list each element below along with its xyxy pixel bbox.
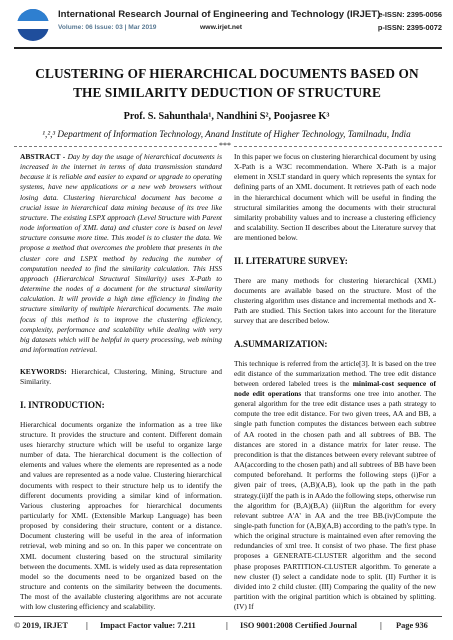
e-issn: e-ISSN: 2395-0056: [378, 10, 442, 19]
journal-name: International Research Journal of Engineering and Technology (IRJET): [58, 9, 381, 20]
abstract-text: Day by day the usage of hierarchical documents is increased in the internet in terms of data transmission standard because it is reliable and easier to expand or upgrade to operating systems, have new applications or a new web browsers without losing data. Clustering hierarchical document has become a crucial issue in hierarchical data mining because of its tree like structure. The existing LSPX approach (Level Structure with Parent node information of XML data) and cluster core is based on level structure consume more time. This model is to cluster the data. We propose a method that overcomes the problem that presents in the cluster core and LSPX method by reducing the number of computation needed to find the similarity calculation. This HSS approach (Hierarchical Structural Similarity) uses X-Path to determine the nodes of a document for the structural similarity calculation. It will provide a high time efficiency in finding the structure similarity of multiple hierarchical documents. The main focus of this method is to improve the clustering efficiency, complexity, performance and scalability while dealing with very big datasets which will be helpful in query processing, web mining and information retrieval.: [20, 152, 222, 354]
footer-iso: ISO 9001:2008 Certified Journal: [240, 621, 358, 630]
footer-separator-1: |: [86, 621, 88, 630]
summarization-text: [234, 359, 436, 613]
summarization-text-2: that transforms one tree into another. The general algorithm for the tree edit distance uses a path strategy to compute the tree edit distance. For two given trees, AA and BB, a single path function computes the distances between each subtree of AA rooted in the chosen path and all subtrees of BB. The distances are stored in a distance matrix for later reuse. The precondition is that the distances between every relevant subtree of AA(according to the chosen path) and all subtrees of BB have been computed beforehand. It performs the following steps (i)For a given pair of trees, (A,B)(A,B), look up the path in the path strategy.(ii)If the path is in AAdo the following steps, otherwise run the algorithm for (B,A)(B,A) (iii)Run the algorithm for every relevant subtree A'A' in AA and the tree BB.(iv)Compute the single-path function for (A,B)(A,B) according to the path's type. In which the original structure is maintained even after removing the redundancies of xml tree. It consist of two phase. The first phase proposes a GENERATE-CLUSTER algorithm and the second phase proposes PARTITION-CLUSTER algorithm. To generate a new cluster (I) select a candidate node to split. (II) Further it is divided into 2 child cluster. (III) Comparing the quality of the new partition with the original partition which is obtained by splitting. (IV) If: [234, 388, 436, 612]
keywords-text: Hierarchical, Clustering, Mining, Structure and Similarity.: [20, 367, 223, 387]
journal-header: [14, 6, 442, 46]
intro-heading: I. INTRODUCTION:: [20, 400, 105, 411]
header-rule: [14, 47, 442, 49]
divider-mark: ***: [219, 141, 231, 150]
footer-impact-factor: Impact Factor value: 7.211: [100, 621, 196, 630]
footer-page-number: Page 936: [396, 621, 428, 630]
affiliation: ¹,²,³ Department of Information Technology, Anand Institute of Higher Technology, Tamilnadu, India: [42, 129, 411, 139]
paper-title: CLUSTERING OF HIERARCHICAL DOCUMENTS BASED ON THE SIMILARITY DEDUCTION OF STRUCTURE: [35, 66, 419, 100]
footer-rule: [14, 616, 442, 617]
irjet-logo: [14, 8, 52, 42]
summarization-heading: A.SUMMARIZATION:: [234, 339, 328, 350]
footer-separator-3: |: [380, 621, 382, 630]
right-column: [234, 152, 436, 612]
footer-copyright: © 2019, IRJET: [14, 621, 68, 630]
footer-separator-2: |: [226, 621, 228, 630]
intro-paragraph: Hierarchical documents organize the information as a tree like structure. It provides the structure and content. Different domain uses hierarchy structure which will be useful to organize large number of data. The hierarchical document is the collection of elements and values where the elements are represented as a node and values are represented as a node value. Clustering hierarchical documents with respect to their structure help us to identify the different documents providing a similar kind of information. Various clustering approaches for hierarchical documents particularly for XML (Extensible Markup Language) has been proposed by considering their structure, content or a distance. Document clustering will be useful in the area of information retrieval, web mining and so on. In this paper we concentrate on XML document clustering based on the structural similarity between the documents. XML is widely used as data representation model so the documents need to be organized based on the structure and contents on the similarity between the documents. The most of the available clustering algorithms are not accurate with low clustering efficiency and scalability.: [20, 419, 222, 612]
literature-survey-heading: II. LITERATURE SURVEY:: [234, 256, 348, 267]
p-issn: p-ISSN: 2395-0072: [377, 23, 442, 32]
intro-continued: In this paper we focus on clustering hierarchical document by using X-Path is a W3C recommendation. Where X-Path is a major element in XSLT standard in query which represents the syntax for defining parts of an XML document. It retrieves path of each node in the hierarchical document which will be useful in finding the structural similarities among the documents with their structural similarity probability values and to increase a clustering efficiency and scalability. Section II describes about the Literature survey that are mentioned below.: [234, 152, 436, 243]
summarization-bold-phrase: minimal-cost sequence of node edit operations: [234, 378, 436, 398]
author-list: Prof. S. Sahunthala¹, Nandhini S², Poojasree K³: [123, 111, 330, 122]
abstract: [20, 152, 222, 355]
keywords: [20, 367, 222, 387]
abstract-label: ABSTRACT -: [20, 152, 66, 161]
summarization-text-1: This technique is referred from the article[3]. It is based on the tree edit distance of the summarization method. The tree edit distance between ordered labeled trees is the: [234, 358, 436, 388]
keywords-label: KEYWORDS:: [20, 367, 67, 377]
literature-survey-text: There are many methods for clustering hierarchical (XML) documents are available based on the structure. Most of the clustering algorithm uses distance and incremental methods and X-Path are studied. This Section takes into account for the literature survey that are described below.: [234, 275, 436, 326]
journal-website[interactable]: www.irjet.net: [200, 24, 243, 31]
left-column: [20, 152, 222, 613]
volume-issue: Volume: 06 Issue: 03 | Mar 2019: [58, 24, 157, 31]
